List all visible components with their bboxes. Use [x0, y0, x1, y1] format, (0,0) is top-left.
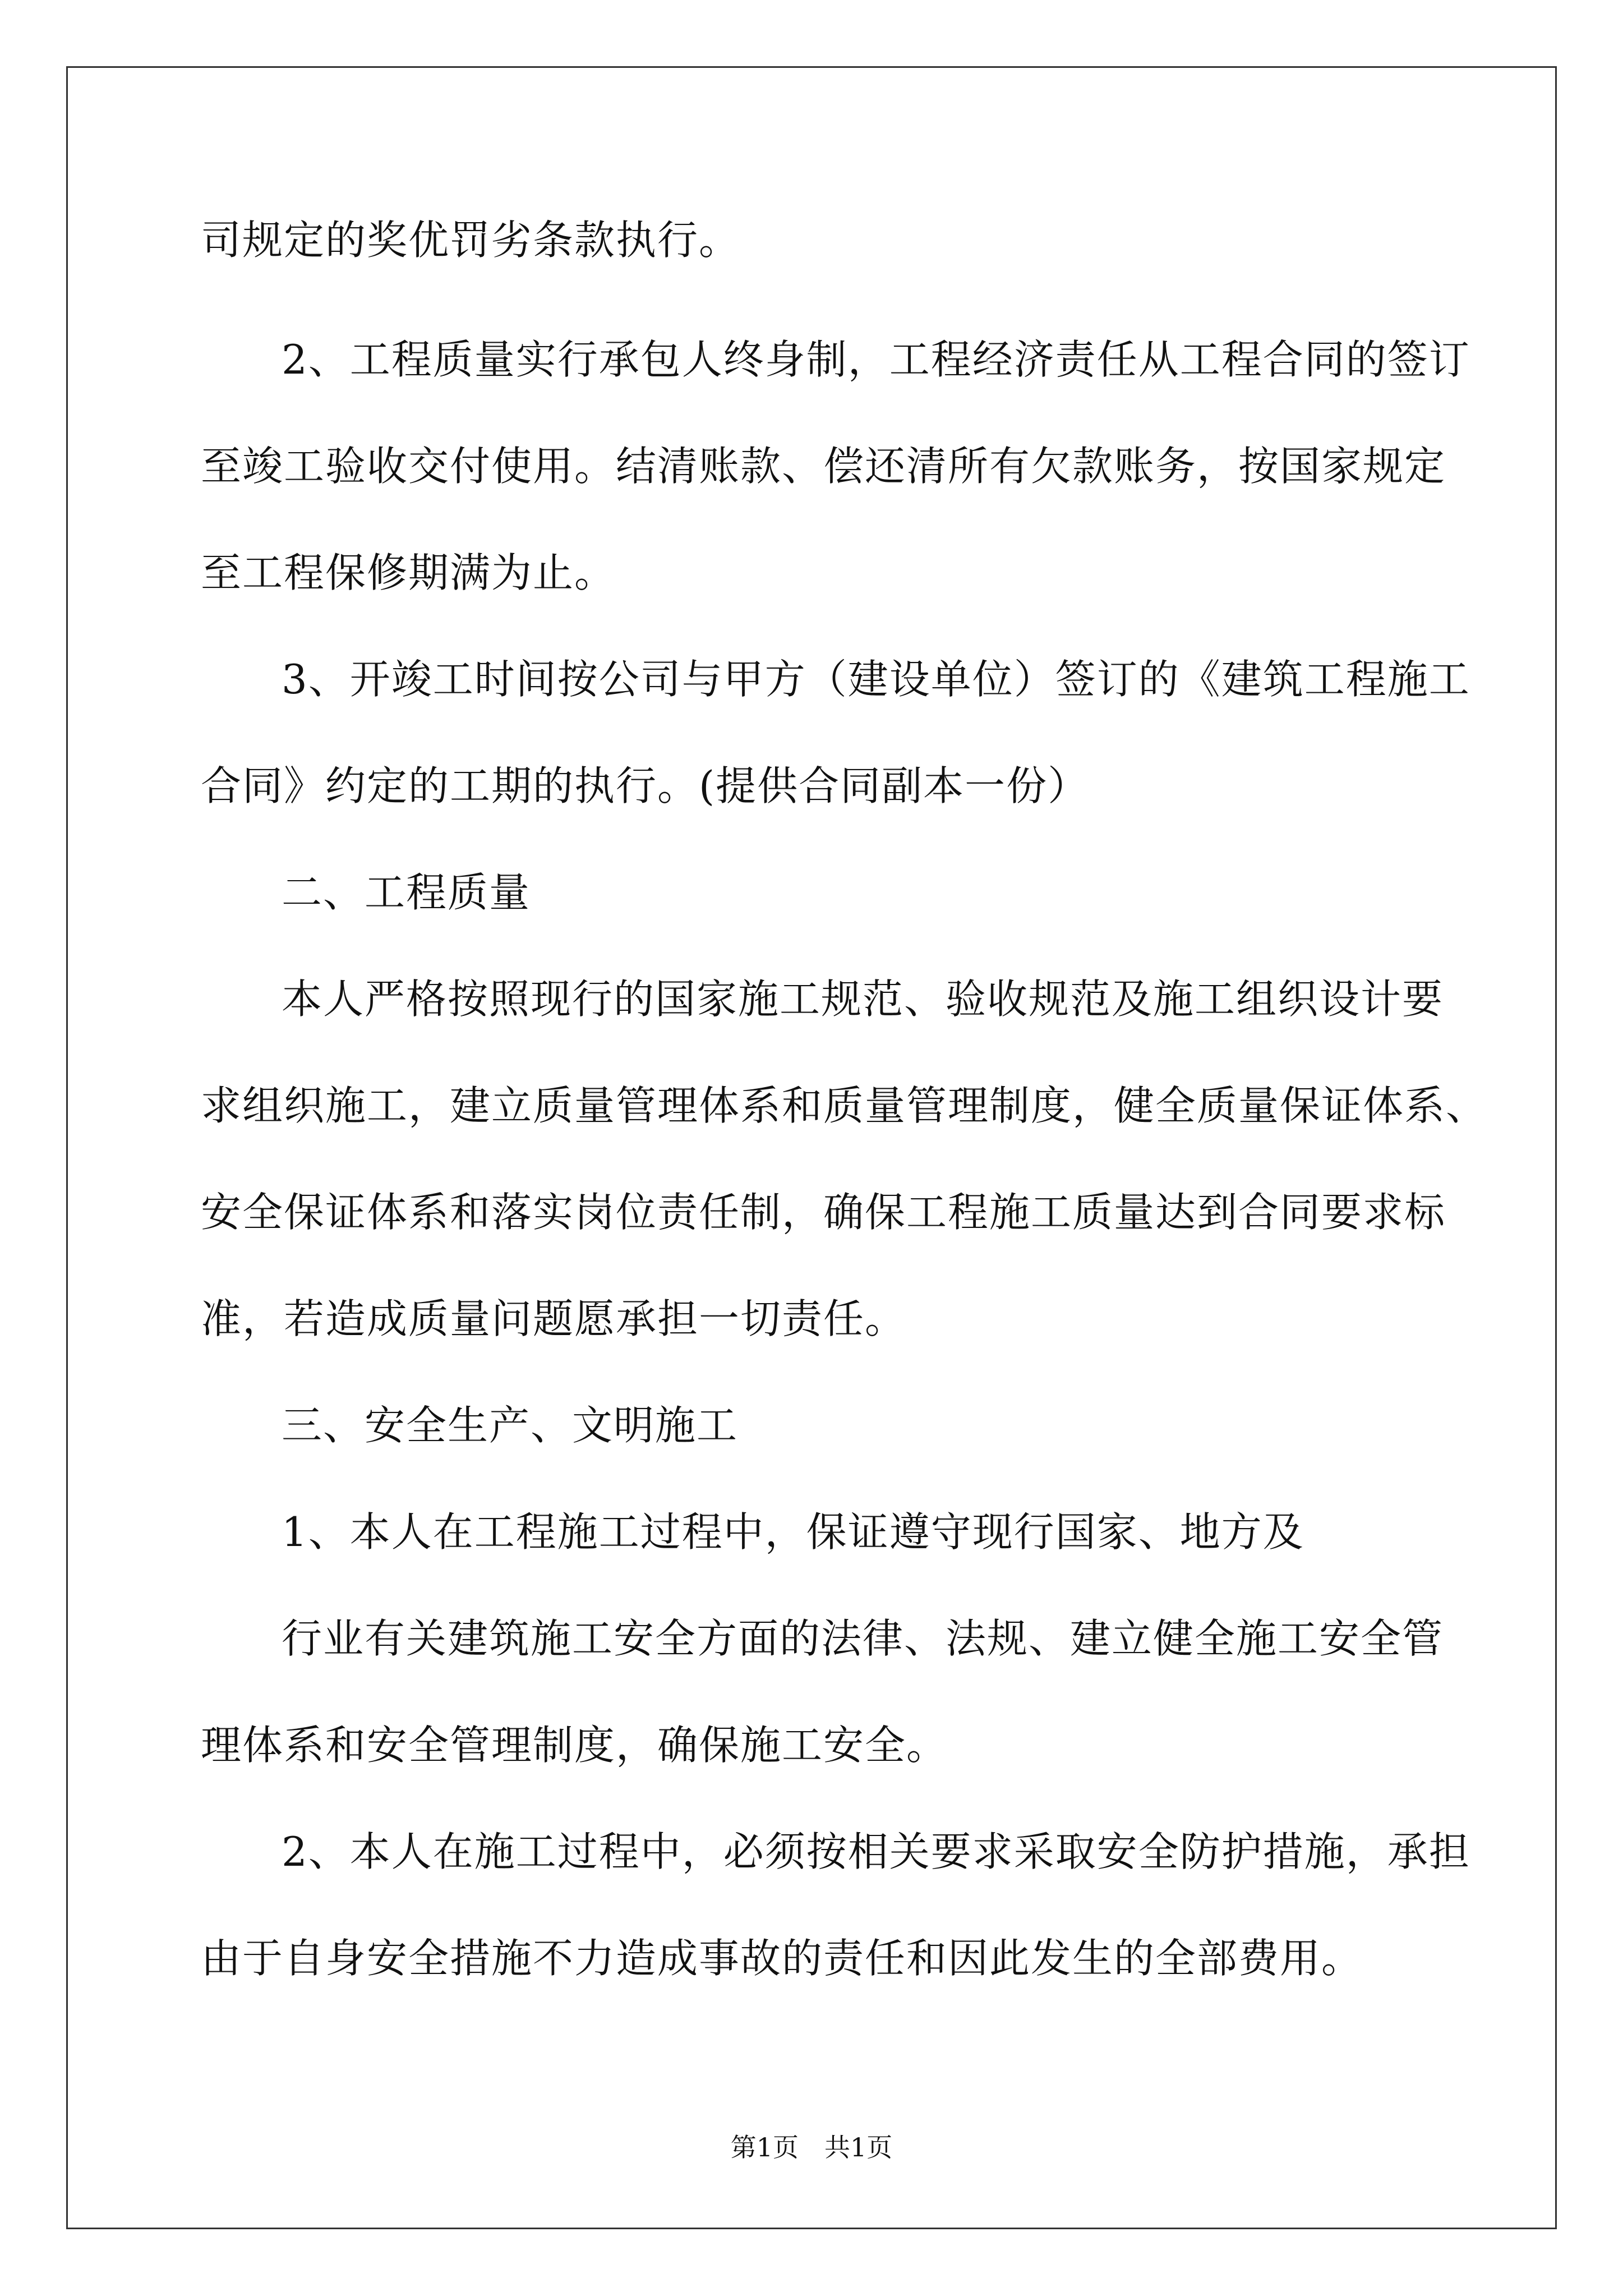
text-line: 本人严格按照现行的国家施工规范、验收规范及施工组织设计要	[282, 976, 1444, 1023]
text-line: 行业有关建筑施工安全方面的法律、法规、建立健全施工安全管	[282, 1615, 1444, 1662]
text-line: 至工程保修期满为止。	[201, 549, 616, 596]
text-line: 准，若造成质量问题愿承担一切责任。	[201, 1295, 907, 1342]
page-border	[66, 66, 1557, 2229]
section-heading: 二、工程质量	[282, 869, 531, 916]
text-line: 合同》约定的工期的执行。(提供合同副本一份）	[201, 762, 1090, 809]
text-line: 求组织施工，建立质量管理体系和质量管理制度，健全质量保证体系、	[201, 1082, 1488, 1129]
text-line: 司规定的奖优罚劣条款执行。	[201, 217, 741, 264]
page-number: 第1页 共1页	[730, 2132, 893, 2162]
text-line: 3、开竣工时间按公司与甲方（建设单位）签订的《建筑工程施工	[282, 656, 1470, 703]
section-heading: 三、安全生产、文明施工	[282, 1402, 739, 1449]
text-line: 理体系和安全管理制度，确保施工安全。	[201, 1722, 948, 1769]
text-line: 至竣工验收交付使用。结清账款、偿还清所有欠款账务，按国家规定	[201, 443, 1446, 490]
text-line: 由于自身安全措施不力造成事故的责任和因此发生的全部费用。	[201, 1935, 1363, 1982]
text-line: 安全保证体系和落实岗位责任制，确保工程施工质量达到合同要求标	[201, 1189, 1446, 1236]
text-line: 2、本人在施工过程中，必须按相关要求采取安全防护措施，承担	[282, 1828, 1470, 1875]
text-line: 2、工程质量实行承包人终身制，工程经济责任从工程合同的签订	[282, 336, 1470, 383]
text-line: 1、本人在工程施工过程中，保证遵守现行国家、地方及	[282, 1508, 1304, 1556]
